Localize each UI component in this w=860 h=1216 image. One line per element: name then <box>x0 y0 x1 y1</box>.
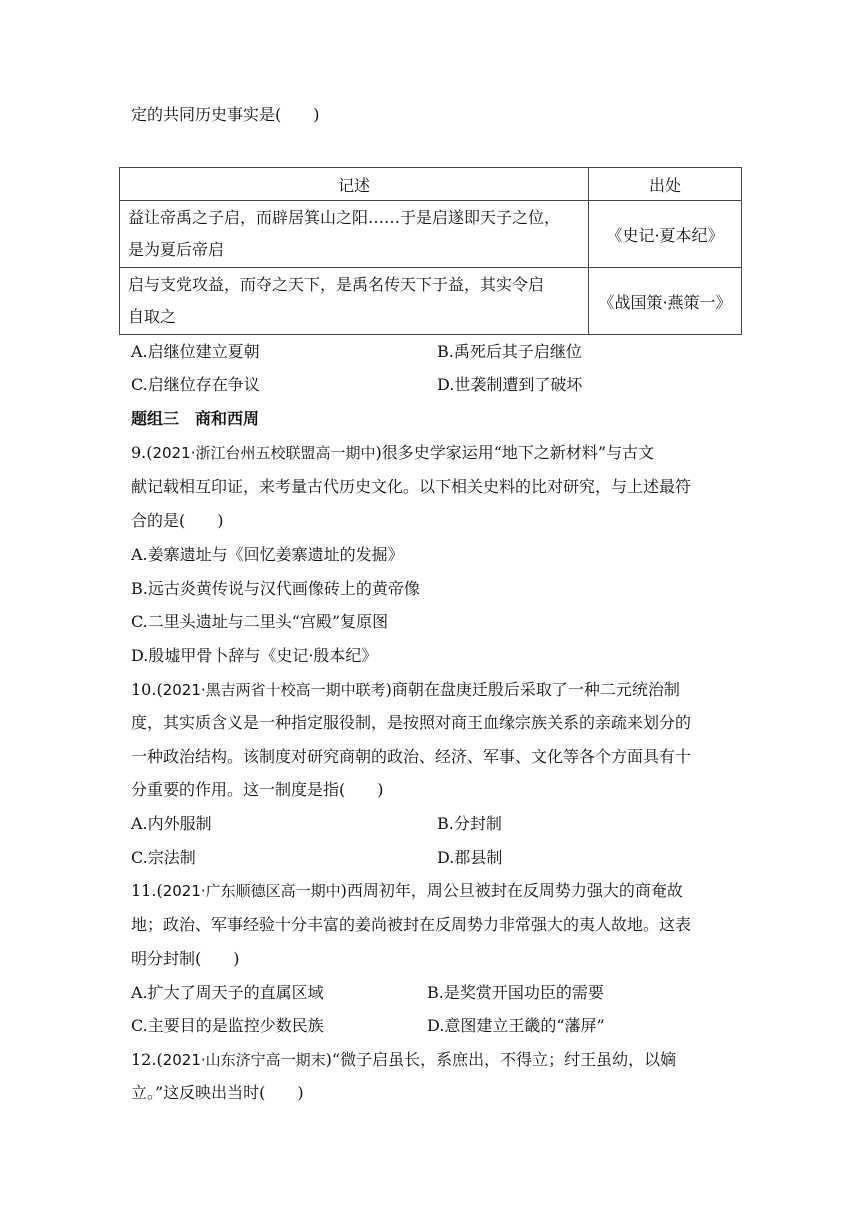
table-header-record: 记述 <box>120 168 589 201</box>
group-3-title: 题组三 商和西周 <box>131 409 260 428</box>
q10-option-d: D.郡县制 <box>437 848 503 867</box>
q10-option-a: A.内外服制 <box>131 814 212 833</box>
q9-option-c: C.二里头遗址与二里头“宫殿”复原图 <box>131 612 389 631</box>
q12-line-1 <box>131 1050 676 1070</box>
q12-line-2: 立。”这反映出当时( ) <box>131 1083 304 1102</box>
table-cell-source: 《史记·夏本纪》 <box>589 201 742 268</box>
q8-source-table <box>119 167 742 335</box>
table-header-row <box>120 168 742 201</box>
q10-line-2: 度，其实质含义是一种指定服役制，是按照对商王血缘宗族关系的亲疏来划分的 <box>131 713 692 732</box>
q8-stem-tail: 定的共同历史事实是( ) <box>131 105 320 124</box>
q10-line-1 <box>131 680 680 700</box>
q11-line-2: 地；政治、军事经验十分丰富的姜尚被封在反周势力非常强大的夷人故地。这表 <box>131 915 692 934</box>
q9-line-1 <box>131 443 654 463</box>
question-source: 2021·山东济宁高一期末 <box>162 1051 326 1069</box>
question-source: 2021·广东顺德区高一期中 <box>162 882 341 900</box>
record-line: 益让帝禹之子启，而辟居箕山之阳……于是启遂即天子之位， <box>128 208 561 227</box>
q10-option-c: C.宗法制 <box>131 848 196 867</box>
record-line: 启与支党攻益，而夺之天下，是禹名传天下于益，其实令启 <box>128 275 545 294</box>
q9-option-b: B.远古炎黄传说与汉代画像砖上的黄帝像 <box>131 579 420 598</box>
q9-line-2: 献记载相互印证，来考量古代历史文化。以下相关史料的比对研究，与上述最符 <box>131 477 692 496</box>
q8-option-d: D.世袭制遭到了破坏 <box>437 375 583 394</box>
question-number: 10.( <box>131 680 163 699</box>
q11-option-a: A.扩大了周天子的直属区域 <box>131 983 324 1002</box>
question-text: )商朝在盘庚迁殷后采取了一种二元统治制 <box>385 680 680 699</box>
q8-option-a: A.启继位建立夏朝 <box>131 342 260 361</box>
q11-option-d: D.意图建立王畿的“藩屏” <box>427 1016 605 1035</box>
question-number: 9.( <box>131 443 153 462</box>
question-source: 2021·浙江台州五校联盟高一期中 <box>152 444 376 462</box>
table-cell-record <box>120 268 589 335</box>
table-cell-source: 《战国策·燕策一》 <box>589 268 742 335</box>
q9-option-d: D.殷墟甲骨卜辞与《史记·殷本纪》 <box>131 646 378 665</box>
record-line: 自取之 <box>128 307 177 326</box>
record-line: 是为夏后帝启 <box>128 240 225 259</box>
q8-option-b: B.禹死后其子启继位 <box>437 342 582 361</box>
question-text: )西周初年，周公旦被封在反周势力强大的商奄故 <box>340 881 683 900</box>
q11-option-c: C.主要目的是监控少数民族 <box>131 1016 324 1035</box>
question-text: )很多史学家运用“地下之新材料”与古文 <box>375 443 655 462</box>
table-cell-record <box>120 201 589 268</box>
q8-option-c: C.启继位存在争议 <box>131 375 260 394</box>
q11-line-1 <box>131 881 683 901</box>
q11-line-3: 明分封制( ) <box>131 949 240 968</box>
question-number: 11.( <box>131 881 163 900</box>
q10-line-4: 分重要的作用。这一制度是指( ) <box>131 780 384 799</box>
q9-option-a: A.姜寨遗址与《回忆姜寨遗址的发掘》 <box>131 545 404 564</box>
q9-line-3: 合的是( ) <box>131 511 224 530</box>
q11-option-b: B.是奖赏开国功臣的需要 <box>427 983 604 1002</box>
q10-option-b: B.分封制 <box>437 814 502 833</box>
table-row <box>120 201 742 268</box>
table-header-source: 出处 <box>589 168 742 201</box>
question-text: )“微子启虽长，系庶出，不得立；纣王虽幼，以嫡 <box>325 1050 677 1069</box>
q10-line-3: 一种政治结构。该制度对研究商朝的政治、经济、军事、文化等各个方面具有十 <box>131 747 692 766</box>
table-row <box>120 268 742 335</box>
question-source: 2021·黑吉两省十校高一期中联考 <box>162 681 386 699</box>
question-number: 12.( <box>131 1050 163 1069</box>
